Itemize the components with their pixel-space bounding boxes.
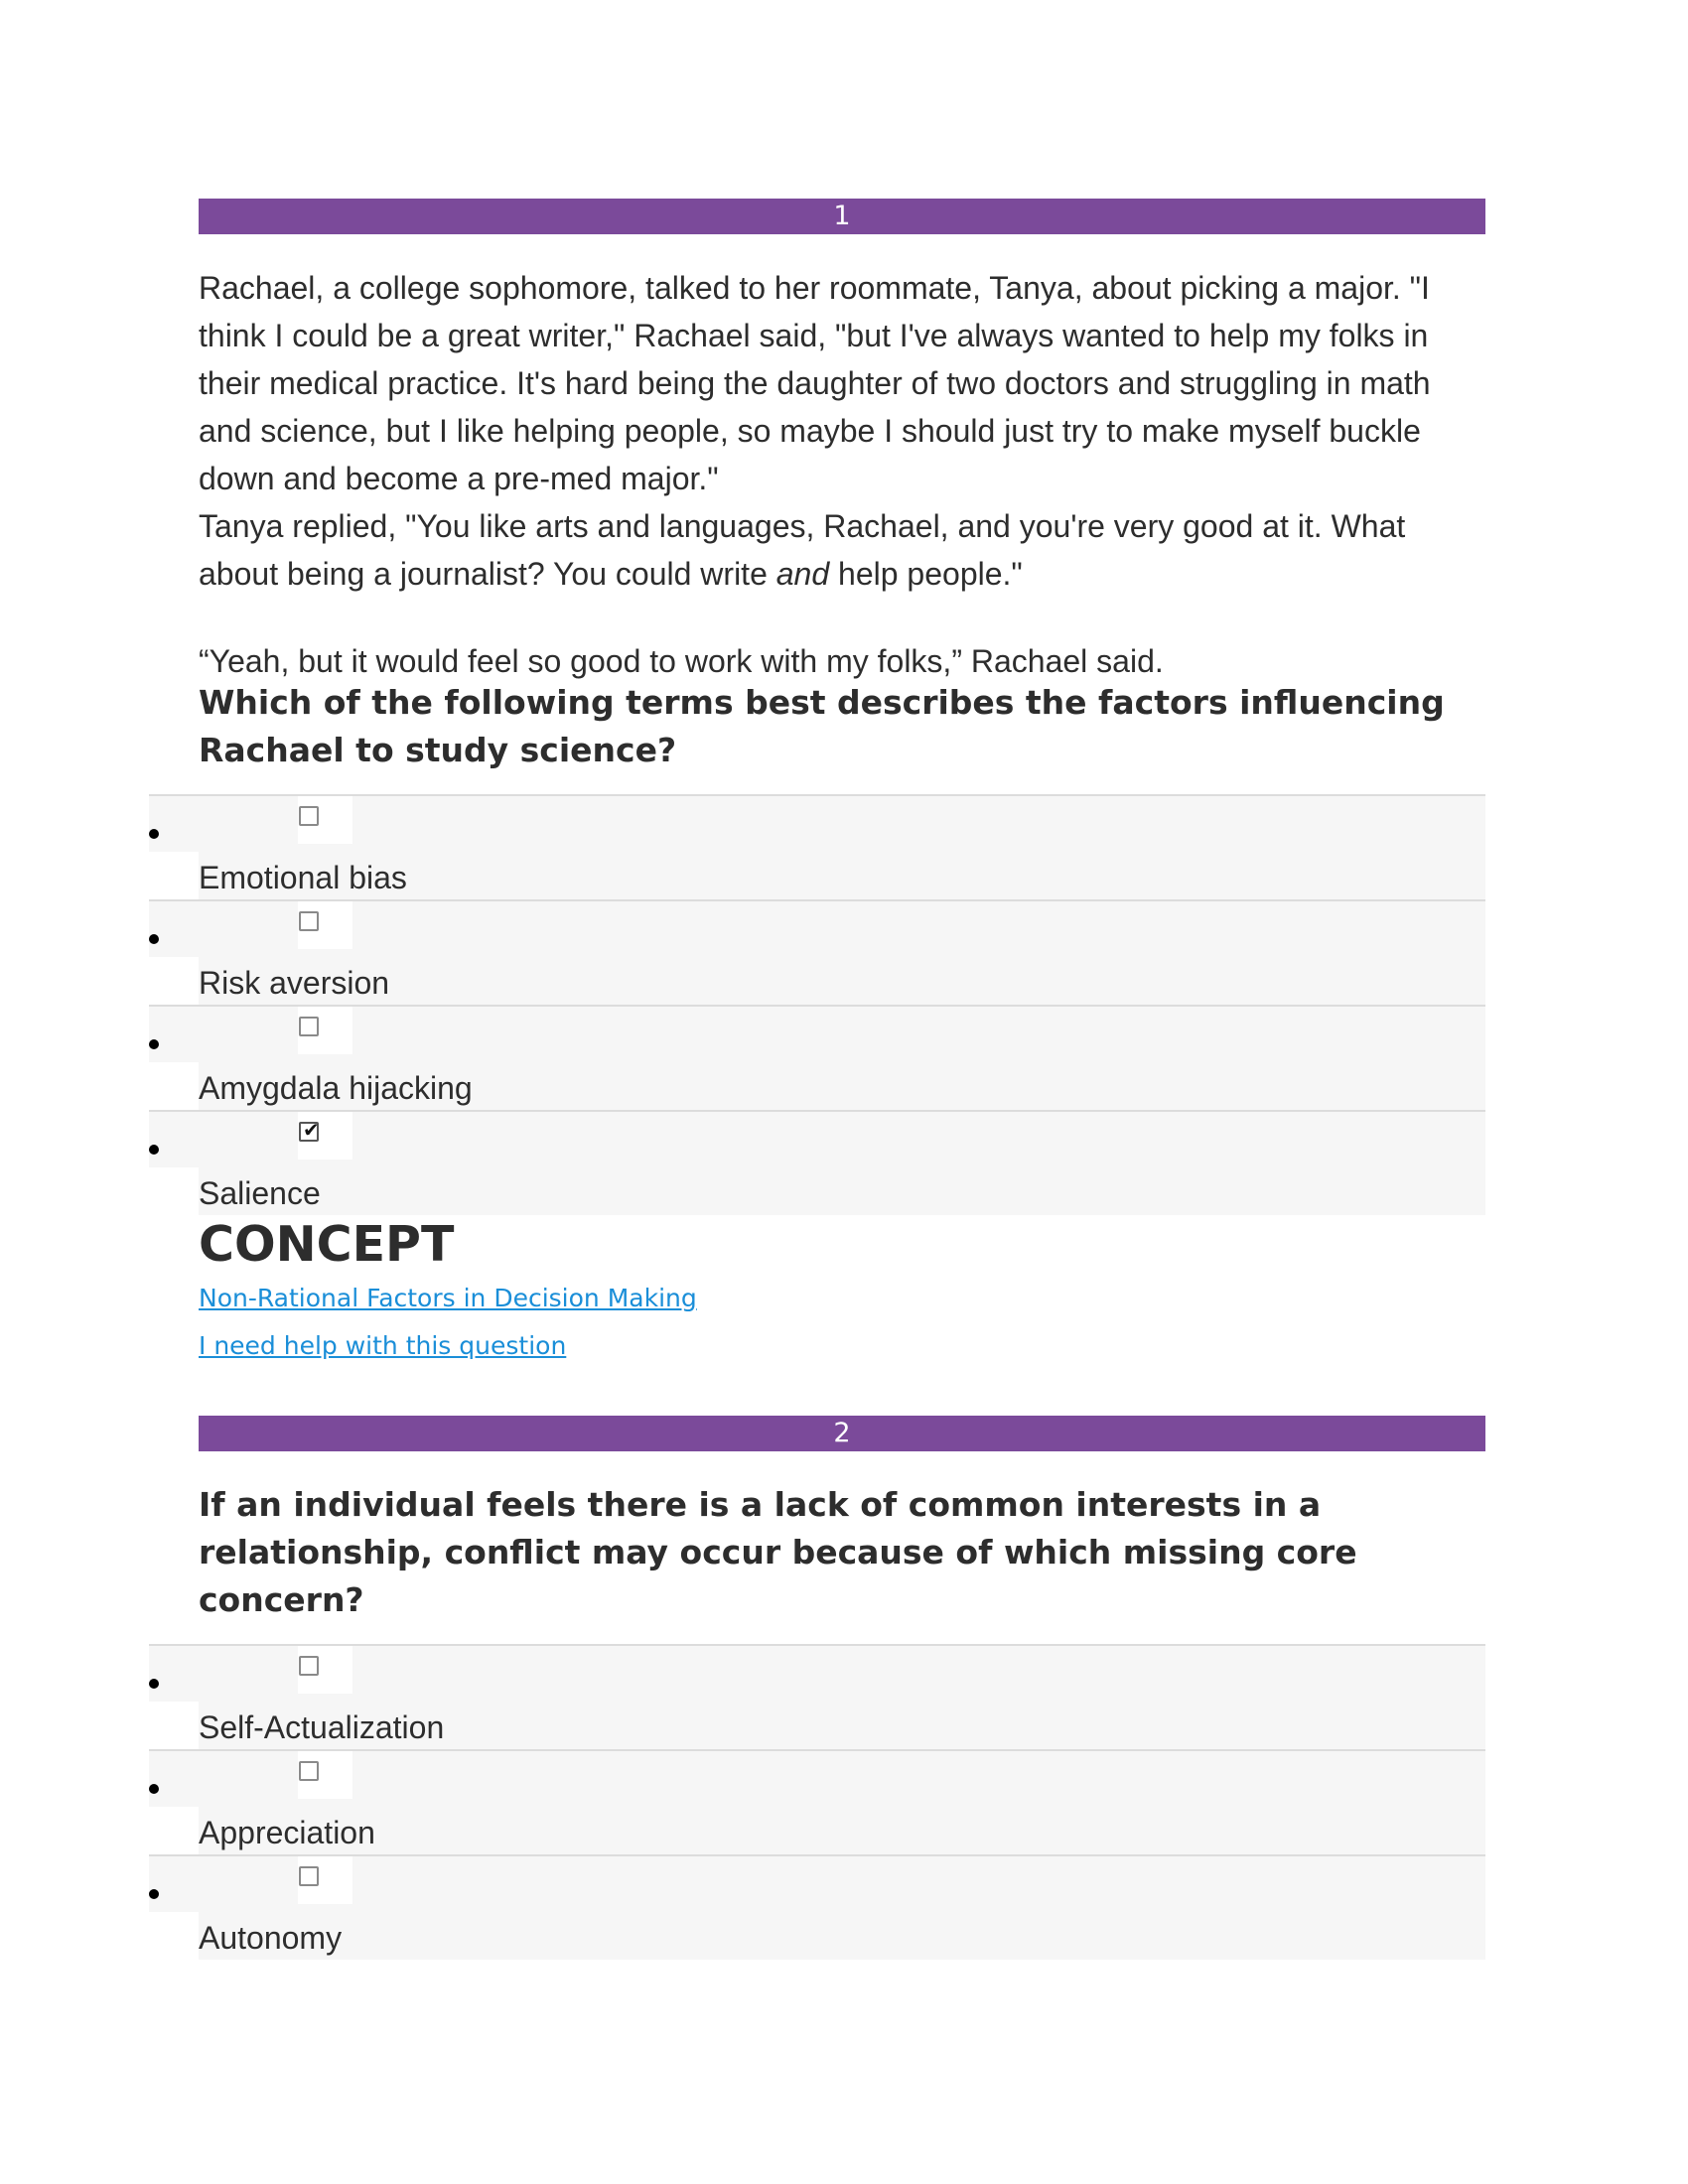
question-prompt: If an individual feels there is a lack of common interests in a relationship, conflict may occur because of which missing core concern? [199,1485,1357,1619]
answer-option[interactable] [149,1854,1485,1960]
question-number: 1 [833,201,851,231]
checkbox[interactable] [299,1761,319,1781]
answer-label: Appreciation [199,1815,375,1850]
answer-label: Self-Actualization [199,1709,445,1745]
passage-paragraph [199,502,1485,598]
concept-heading: CONCEPT [199,1216,455,1273]
answer-label: Autonomy [199,1920,343,1956]
question-number-bar [199,1416,1485,1451]
answer-label: Amygdala hijacking [199,1070,473,1106]
checkbox[interactable] [299,1866,319,1886]
bullet-icon [149,1679,159,1689]
answer-label: Emotional bias [199,860,407,895]
bullet-icon [149,829,159,839]
passage-text: Tanya replied, "You like arts and languages, Rachael, and you're very good at it. What about being a journalist? You could write [199,508,1406,592]
question-prompt: Which of the following terms best describes the factors influencing Rachael to study science? [199,683,1445,769]
bullet-icon [149,1039,159,1049]
quiz-content [199,199,1485,1960]
answer-options [149,794,1485,1215]
question-number: 2 [833,1418,851,1448]
answer-option[interactable] [149,1005,1485,1110]
bullet-icon [149,1889,159,1899]
checkbox[interactable] [299,1656,319,1676]
answer-label: Salience [199,1175,321,1211]
answer-option[interactable] [149,899,1485,1005]
checkbox[interactable] [299,911,319,931]
question-passage [199,264,1485,685]
answer-label: Risk aversion [199,965,390,1001]
bullet-icon [149,1784,159,1794]
answer-options [149,1644,1485,1960]
passage-emphasis: and [775,556,830,592]
bullet-icon [149,1145,159,1155]
concept-link[interactable]: Non-Rational Factors in Decision Making [199,1284,697,1312]
help-link[interactable]: I need help with this question [199,1331,567,1360]
bullet-icon [149,934,159,944]
question-number-bar [199,199,1485,234]
answer-option[interactable] [149,1644,1485,1749]
checkbox[interactable] [299,1017,319,1036]
checkbox[interactable] [299,806,319,826]
answer-option[interactable] [149,1749,1485,1854]
answer-option[interactable] [149,1110,1485,1215]
checkbox-checked[interactable] [299,1118,320,1142]
passage-paragraph: “Yeah, but it would feel so good to work with my folks,” Rachael said. [199,643,1164,679]
answer-option[interactable] [149,794,1485,899]
passage-paragraph: Rachael, a college sophomore, talked to her roommate, Tanya, about picking a major. "I think I could be a great writer," Rachael said, "but I've always wanted to help my folks in their medical practice. It's hard being the daughter of two doctors and struggling in math and science, but I like helping people, so maybe I should just try to make myself buckle down and become a pre-med major." [199,270,1431,496]
checkmark-icon: ✔ [303,1118,320,1142]
passage-text: help people." [829,556,1023,592]
